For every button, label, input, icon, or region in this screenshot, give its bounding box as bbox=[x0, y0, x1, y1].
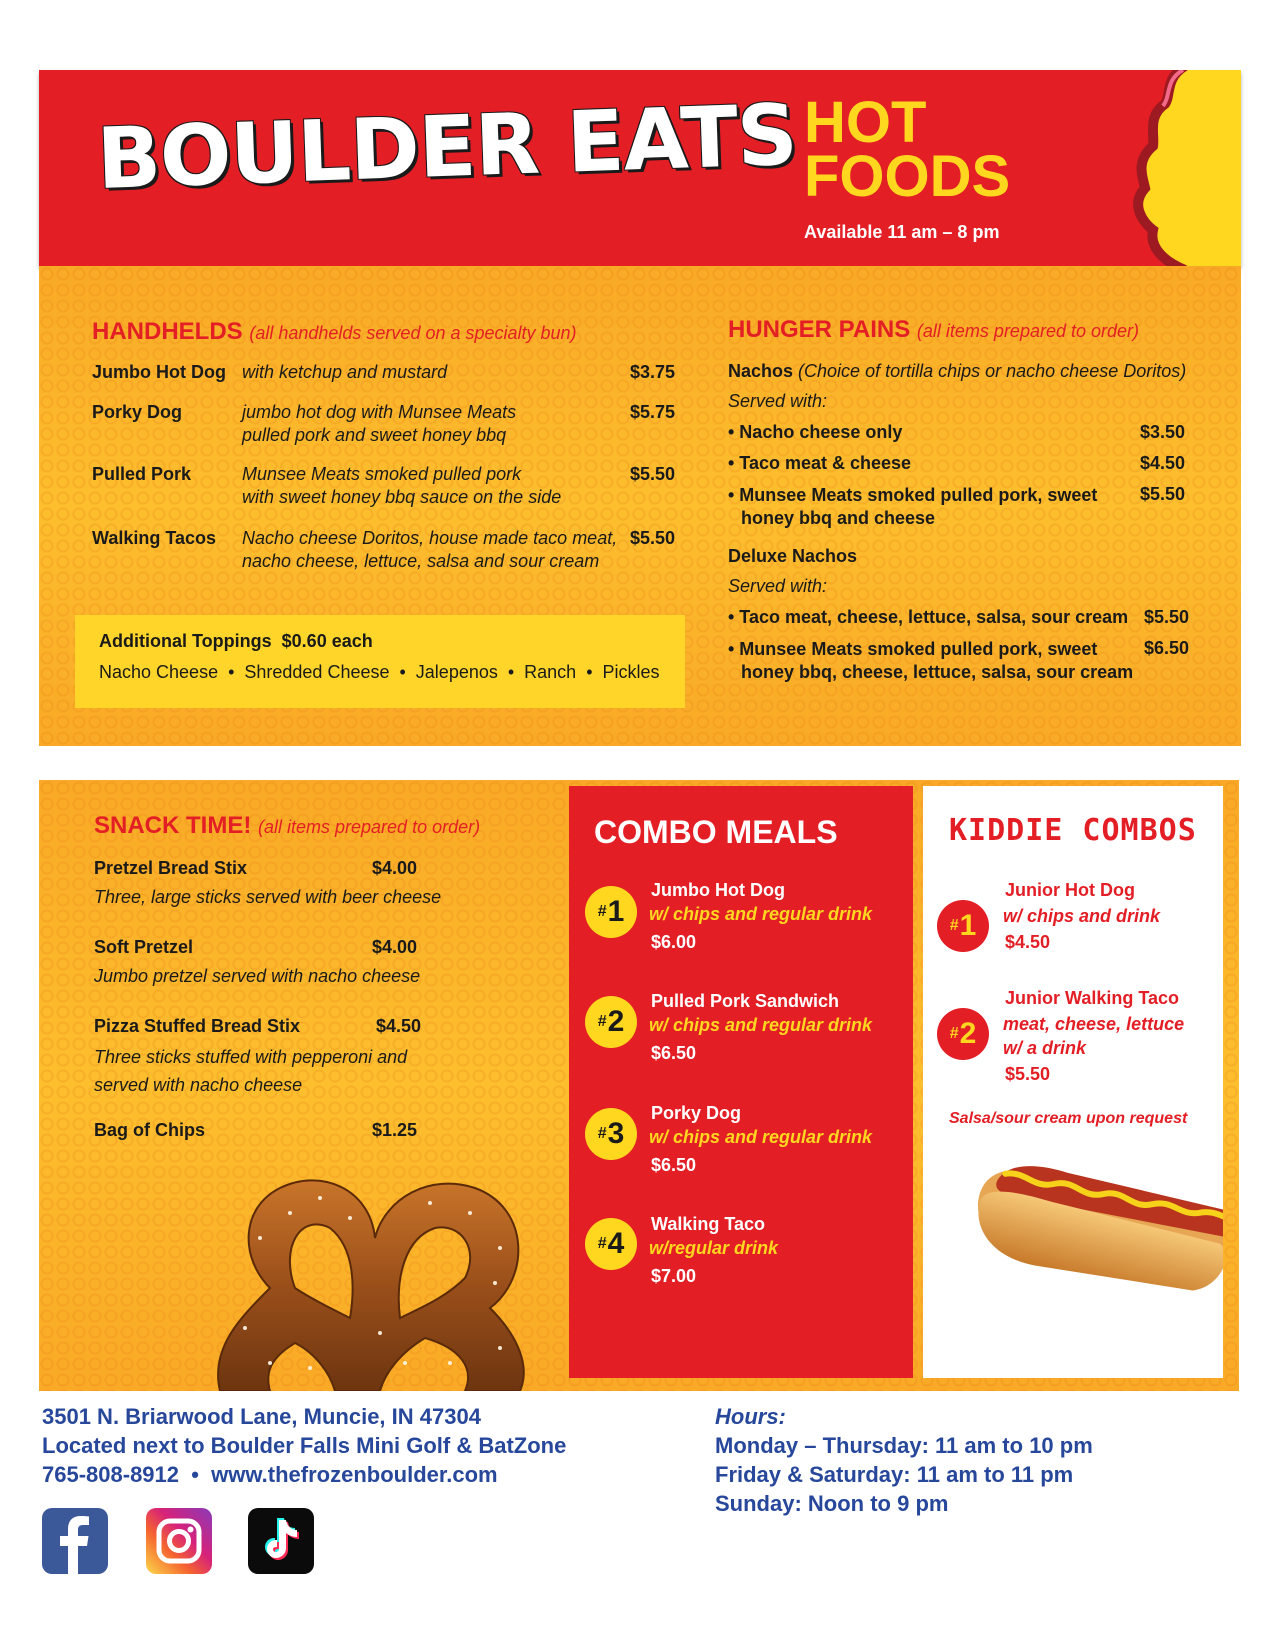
nachos-option-price: $5.50 bbox=[1140, 484, 1186, 504]
instagram-icon[interactable] bbox=[146, 1508, 212, 1574]
snack-item-name: Soft Pretzel bbox=[94, 937, 194, 957]
combo-item-price: $6.50 bbox=[651, 1155, 697, 1175]
served-with-label: Served with: bbox=[728, 391, 828, 411]
hot-foods-title bbox=[804, 90, 1011, 209]
combo-number-badge: # 4 bbox=[585, 1218, 637, 1270]
menu-item-name: Pulled Pork bbox=[92, 464, 192, 484]
toppings-title bbox=[99, 631, 373, 652]
deluxe-option: • Taco meat, cheese, lettuce, salsa, sour cream bbox=[728, 607, 1129, 627]
desc-line: with sweet honey bbq sauce on the side bbox=[242, 487, 562, 507]
combo-item-price: $6.50 bbox=[651, 1043, 697, 1063]
menu-item-price: $3.75 bbox=[630, 362, 676, 382]
menu-item-price: $5.50 bbox=[630, 464, 676, 484]
deluxe-nachos-label: Deluxe Nachos bbox=[728, 546, 858, 566]
nachos-option bbox=[728, 484, 1097, 530]
option-line: • Munsee Meats smoked pulled pork, sweet bbox=[728, 639, 1098, 659]
kiddie-item-name: Junior Walking Taco bbox=[1005, 988, 1180, 1008]
address-text: 3501 N. Briarwood Lane, Muncie, IN 47304 bbox=[42, 1404, 481, 1429]
kiddie-item-name: Junior Hot Dog bbox=[1005, 880, 1135, 900]
menu-item-desc bbox=[242, 401, 516, 447]
hours-label: Hours: bbox=[715, 1404, 786, 1429]
tiktok-glyph bbox=[248, 1508, 314, 1574]
menu-item-desc: with ketchup and mustard bbox=[242, 362, 448, 382]
phone-website-text: 765-808-8912 • www.thefrozenboulder.com bbox=[42, 1462, 498, 1487]
desc-line: meat, cheese, lettuce bbox=[1003, 1014, 1185, 1034]
menu-item-name: Jumbo Hot Dog bbox=[92, 362, 226, 382]
menu-item-desc bbox=[242, 463, 561, 509]
kiddie-combos-card bbox=[923, 786, 1223, 1378]
snack-time-title bbox=[94, 812, 480, 840]
hunger-pains-heading: HUNGER PAINS bbox=[728, 316, 911, 343]
availability-text: Available 11 am – 8 pm bbox=[804, 222, 1000, 242]
facebook-glyph bbox=[42, 1508, 108, 1574]
combo-item-name: Pulled Pork Sandwich bbox=[651, 991, 840, 1011]
hours-line: Sunday: Noon to 9 pm bbox=[715, 1491, 949, 1516]
footer-contact bbox=[42, 1402, 566, 1489]
desc-line: jumbo hot dog with Munsee Meats bbox=[242, 402, 517, 422]
combo-number: 2 bbox=[607, 1005, 625, 1038]
combo-item-price: $7.00 bbox=[651, 1266, 697, 1286]
desc-line: w/ a drink bbox=[1003, 1038, 1087, 1058]
combo-item-desc: w/regular drink bbox=[649, 1238, 779, 1258]
snack-item-desc: Three, large sticks served with beer cheese bbox=[94, 887, 442, 907]
combo-item-desc: w/ chips and regular drink bbox=[649, 1127, 873, 1147]
snack-item-desc: Jumbo pretzel served with nacho cheese bbox=[94, 966, 421, 986]
hunger-pains-note: (all items prepared to order) bbox=[916, 321, 1140, 341]
desc-line: Munsee Meats smoked pulled pork bbox=[242, 464, 522, 484]
option-line: • Munsee Meats smoked pulled pork, sweet bbox=[728, 485, 1098, 505]
nachos-line bbox=[728, 360, 1186, 383]
nachos-label: Nachos bbox=[728, 361, 794, 381]
bite-graphic bbox=[1125, 70, 1241, 266]
kiddie-item-price: $5.50 bbox=[1005, 1064, 1051, 1084]
hours-line: Monday – Thursday: 11 am to 10 pm bbox=[715, 1433, 1093, 1458]
nachos-option: • Nacho cheese only bbox=[728, 422, 903, 442]
desc-line: Nacho cheese Doritos, house made taco meat, bbox=[242, 528, 618, 548]
served-with-label: Served with: bbox=[728, 576, 828, 596]
option-line: honey bbq and cheese bbox=[741, 508, 936, 528]
snack-item-desc bbox=[94, 1043, 407, 1099]
hot-line: HOT bbox=[804, 90, 927, 155]
desc-line: served with nacho cheese bbox=[94, 1075, 303, 1095]
desc-line: pulled pork and sweet honey bbq bbox=[242, 425, 507, 445]
combo-item-desc: w/ chips and regular drink bbox=[649, 904, 873, 924]
snack-item-name: Bag of Chips bbox=[94, 1120, 205, 1140]
combo-number-badge: # 3 bbox=[585, 1108, 637, 1160]
handhelds-title bbox=[92, 318, 577, 346]
snack-item-price: $4.50 bbox=[376, 1016, 422, 1036]
nachos-option-price: $3.50 bbox=[1140, 422, 1186, 442]
instagram-glyph bbox=[146, 1508, 212, 1574]
desc-line: Three sticks stuffed with pepperoni and bbox=[94, 1047, 408, 1067]
nachos-option: • Taco meat & cheese bbox=[728, 453, 912, 473]
combo-item-desc: w/ chips and regular drink bbox=[649, 1015, 873, 1035]
menu-item-name: Walking Tacos bbox=[92, 528, 217, 548]
combo-item-name: Walking Taco bbox=[651, 1214, 766, 1234]
kiddie-number: 2 bbox=[959, 1017, 977, 1050]
combo-number-badge: # 1 bbox=[585, 886, 637, 938]
tiktok-icon[interactable] bbox=[248, 1508, 314, 1574]
hot-dog-image bbox=[963, 1146, 1223, 1326]
menu-item-desc bbox=[242, 527, 617, 573]
handhelds-heading: HANDHELDS bbox=[92, 318, 243, 345]
deluxe-option-price: $5.50 bbox=[1144, 607, 1190, 627]
kiddie-number-badge: # 2 bbox=[937, 1008, 989, 1060]
combo-number: 4 bbox=[607, 1227, 625, 1260]
menu-item-name: Porky Dog bbox=[92, 402, 183, 422]
combo-number: 1 bbox=[607, 895, 625, 928]
snack-item-name: Pizza Stuffed Bread Stix bbox=[94, 1016, 301, 1036]
kiddie-number: 1 bbox=[959, 909, 977, 942]
snack-time-heading: SNACK TIME! bbox=[94, 812, 252, 839]
menu-item-price: $5.50 bbox=[630, 528, 676, 548]
toppings-box bbox=[75, 615, 685, 708]
footer-hours bbox=[715, 1402, 1093, 1518]
kiddie-item-desc bbox=[1003, 1012, 1184, 1060]
toppings-heading: Additional Toppings bbox=[99, 631, 272, 651]
combo-number: 3 bbox=[607, 1117, 625, 1150]
kiddie-note: Salsa/sour cream upon request bbox=[949, 1110, 1188, 1127]
snack-item-name: Pretzel Bread Stix bbox=[94, 858, 248, 878]
snack-item-price: $4.00 bbox=[372, 858, 418, 878]
combo-item-price: $6.00 bbox=[651, 932, 697, 952]
desc-line: nacho cheese, lettuce, salsa and sour cream bbox=[242, 551, 600, 571]
location-text: Located next to Boulder Falls Mini Golf & BatZone bbox=[42, 1433, 567, 1458]
snack-item-price: $4.00 bbox=[372, 937, 418, 957]
kiddie-item-desc: w/ chips and drink bbox=[1003, 906, 1161, 926]
kiddie-combos-title: KIDDIE COMBOS bbox=[949, 813, 1197, 848]
brand-title: BOULDER EATS bbox=[95, 85, 799, 208]
handhelds-note: (all handhelds served on a specialty bun) bbox=[249, 323, 577, 343]
kiddie-number-badge: # 1 bbox=[937, 900, 989, 952]
deluxe-option-price: $6.50 bbox=[1144, 638, 1190, 658]
toppings-price: $0.60 each bbox=[281, 631, 373, 651]
toppings-list: Nacho Cheese • Shredded Cheese • Jalepenos • Ranch • Pickles bbox=[99, 662, 660, 682]
nachos-note: (Choice of tortilla chips or nacho cheese Doritos) bbox=[798, 361, 1187, 381]
facebook-icon[interactable] bbox=[42, 1508, 108, 1574]
pretzel-image bbox=[200, 1168, 545, 1391]
snack-time-note: (all items prepared to order) bbox=[258, 817, 481, 837]
combo-item-name: Jumbo Hot Dog bbox=[651, 880, 785, 900]
combo-item-name: Porky Dog bbox=[651, 1103, 742, 1123]
kiddie-item-price: $4.50 bbox=[1005, 932, 1051, 952]
hours-line: Friday & Saturday: 11 am to 11 pm bbox=[715, 1462, 1074, 1487]
deluxe-option bbox=[728, 638, 1133, 684]
header-banner bbox=[39, 70, 1241, 266]
option-line: honey bbq, cheese, lettuce, salsa, sour cream bbox=[741, 662, 1134, 682]
hunger-pains-title bbox=[728, 316, 1139, 344]
menu-item-price: $5.75 bbox=[630, 402, 676, 422]
nachos-option-price: $4.50 bbox=[1140, 453, 1186, 473]
combo-number-badge: # 2 bbox=[585, 996, 637, 1048]
combo-meals-title: COMBO MEALS bbox=[594, 814, 838, 850]
foods-line: FOODS bbox=[804, 144, 1011, 209]
combo-meals-card bbox=[569, 786, 913, 1378]
snack-item-price: $1.25 bbox=[372, 1120, 418, 1140]
